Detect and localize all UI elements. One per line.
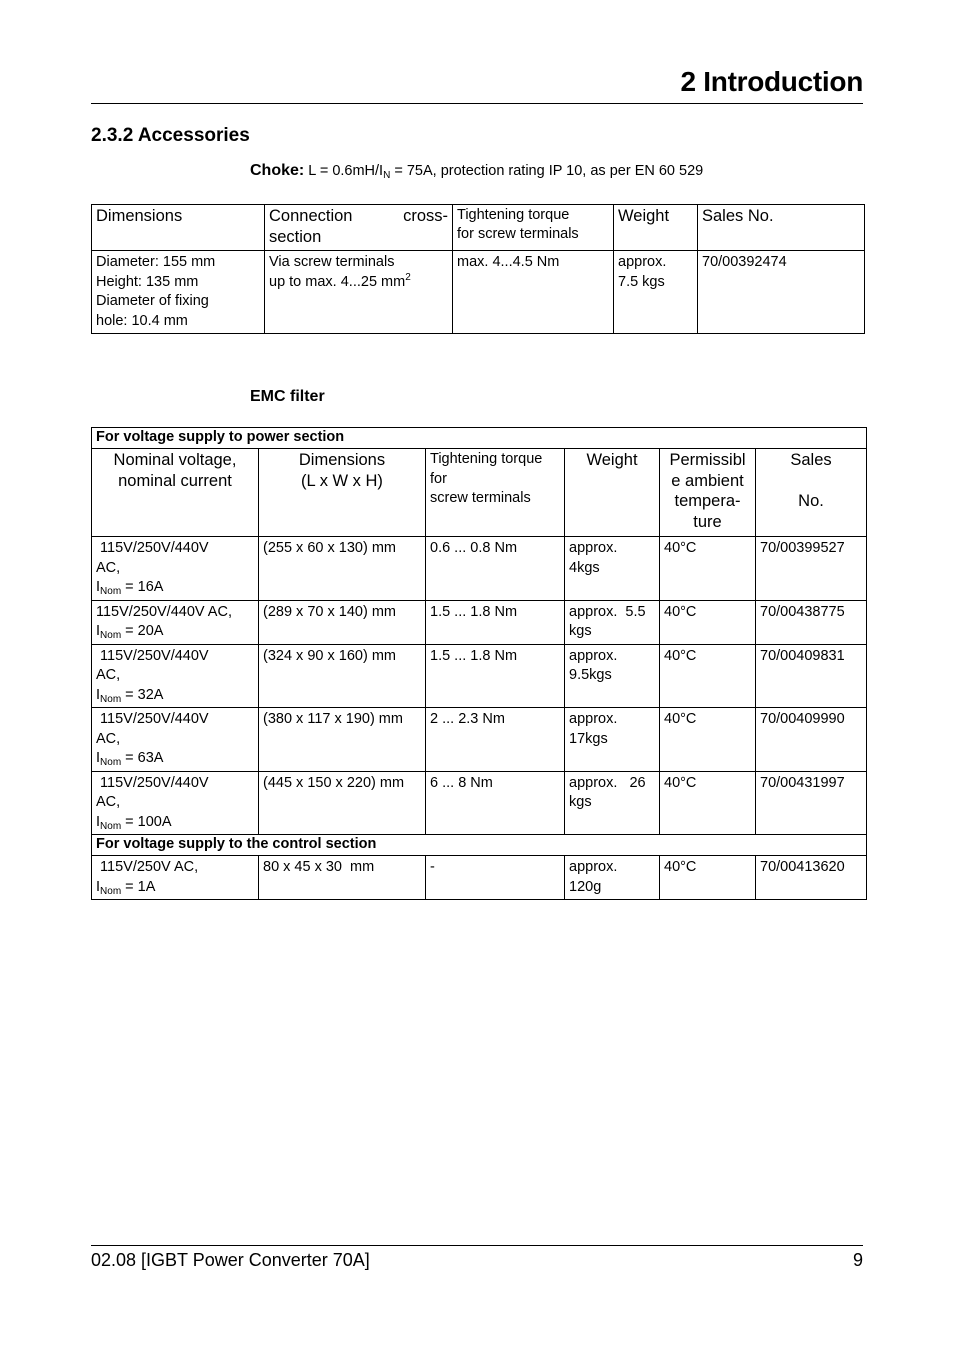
sales-no-cell: 70/00409831 (756, 644, 867, 708)
torque-cell: - (426, 856, 565, 900)
emc-col-dimensions: Dimensions (L x W x H) (259, 449, 426, 537)
emc-filter-title: EMC filter (250, 388, 325, 405)
dimensions-cell: (324 x 90 x 160) mm (259, 644, 426, 708)
choke-sales-no-cell: 70/00392474 (698, 251, 865, 334)
choke-spec-b: = 75A, protection rating IP 10, as per EN 60 529 (390, 163, 704, 179)
choke-label: Choke: (250, 162, 305, 179)
dimensions-cell: (445 x 150 x 220) mm (259, 771, 426, 835)
choke-col-dimensions: Dimensions (92, 205, 265, 251)
choke-col-connection: Connection cross- section (265, 205, 453, 251)
choke-spec-line (250, 162, 703, 180)
torque-cell: 1.5 ... 1.8 Nm (426, 644, 565, 708)
control-section-label: For voltage supply to the control section (92, 835, 867, 856)
choke-dimensions-cell: Diameter: 155 mm Height: 135 mm Diameter of fixing hole: 10.4 mm (92, 251, 265, 334)
weight-cell: approx. 9.5kgs (565, 644, 660, 708)
weight-cell: approx. 5.5 kgs (565, 600, 660, 644)
header-rule (91, 103, 863, 104)
voltage-cell: 115V/250V/440V AC, $I_{Nom} = 100A$ (92, 771, 259, 835)
emc-filter-table (91, 427, 867, 900)
emc-col-weight: Weight (565, 449, 660, 537)
voltage-cell: 115V/250V/440V AC, $I_{Nom} = 16A$ (92, 537, 259, 601)
torque-cell: 1.5 ... 1.8 Nm (426, 600, 565, 644)
temperature-cell: 40°C (660, 600, 756, 644)
sales-no-cell: 70/00438775 (756, 600, 867, 644)
choke-col-torque: Tightening torque for screw terminals (453, 205, 614, 251)
temperature-cell: 40°C (660, 771, 756, 835)
choke-col-sales-no: Sales No. (698, 205, 865, 251)
dimensions-cell: (380 x 117 x 190) mm (259, 708, 426, 772)
choke-spec-a: L = 0.6mH/I (308, 163, 384, 179)
voltage-cell: 115V/250V/440V AC, $I_{Nom} = 63A$ (92, 708, 259, 772)
sales-no-cell: 70/00399527 (756, 537, 867, 601)
emc-col-temperature: Permissibl e ambient tempera- ture (660, 449, 756, 537)
power-section-row (92, 428, 867, 449)
weight-cell: approx. 4kgs (565, 537, 660, 601)
chapter-title: 2 Introduction (680, 66, 863, 97)
choke-spec-sub: N (383, 170, 391, 181)
torque-cell: 6 ... 8 Nm (426, 771, 565, 835)
temperature-cell: 40°C (660, 537, 756, 601)
choke-header-row (92, 205, 865, 251)
table-row (92, 600, 867, 644)
table-row (92, 856, 867, 900)
dimensions-cell: 80 x 45 x 30 mm (259, 856, 426, 900)
table-row (92, 708, 867, 772)
choke-weight-cell: approx. 7.5 kgs (614, 251, 698, 334)
emc-col-torque: Tightening torque for screw terminals (426, 449, 565, 537)
control-section-row (92, 835, 867, 856)
dimensions-cell: (255 x 60 x 130) mm (259, 537, 426, 601)
footer-rule (91, 1245, 863, 1246)
torque-cell: 2 ... 2.3 Nm (426, 708, 565, 772)
voltage-cell: 115V/250V AC, $I_{Nom} = 1A$ (92, 856, 259, 900)
voltage-cell: 115V/250V/440V AC, $I_{Nom} = 32A$ (92, 644, 259, 708)
sales-no-cell: 70/00413620 (756, 856, 867, 900)
dimensions-cell: (289 x 70 x 140) mm (259, 600, 426, 644)
choke-col-weight: Weight (614, 205, 698, 251)
choke-connection-cell: Via screw terminals up to max. 4...25 $mm^2$ (265, 251, 453, 334)
table-row (92, 537, 867, 601)
emc-col-voltage: Nominal voltage, nominal current (92, 449, 259, 537)
page-number: 9 (852, 1250, 863, 1270)
torque-cell: 0.6 ... 0.8 Nm (426, 537, 565, 601)
sales-no-cell: 70/00431997 (756, 771, 867, 835)
emc-header-row (92, 449, 867, 537)
temperature-cell: 40°C (660, 708, 756, 772)
table-row (92, 644, 867, 708)
temperature-cell: 40°C (660, 856, 756, 900)
footer-text: 02.08 [IGBT Power Converter 70A] (91, 1250, 370, 1270)
choke-torque-cell: max. 4...4.5 Nm (453, 251, 614, 334)
weight-cell: approx. 17kgs (565, 708, 660, 772)
emc-col-sales-no: Sales No. (756, 449, 867, 537)
weight-cell: approx. 26 kgs (565, 771, 660, 835)
sales-no-cell: 70/00409990 (756, 708, 867, 772)
section-heading: 2.3.2 Accessories (91, 125, 250, 146)
table-row (92, 251, 865, 334)
weight-cell: approx. 120g (565, 856, 660, 900)
temperature-cell: 40°C (660, 644, 756, 708)
voltage-cell: 115V/250V/440V AC, $I_{Nom} = 20A$ (92, 600, 259, 644)
power-section-label: For voltage supply to power section (92, 428, 867, 449)
choke-table (91, 204, 865, 334)
table-row (92, 771, 867, 835)
